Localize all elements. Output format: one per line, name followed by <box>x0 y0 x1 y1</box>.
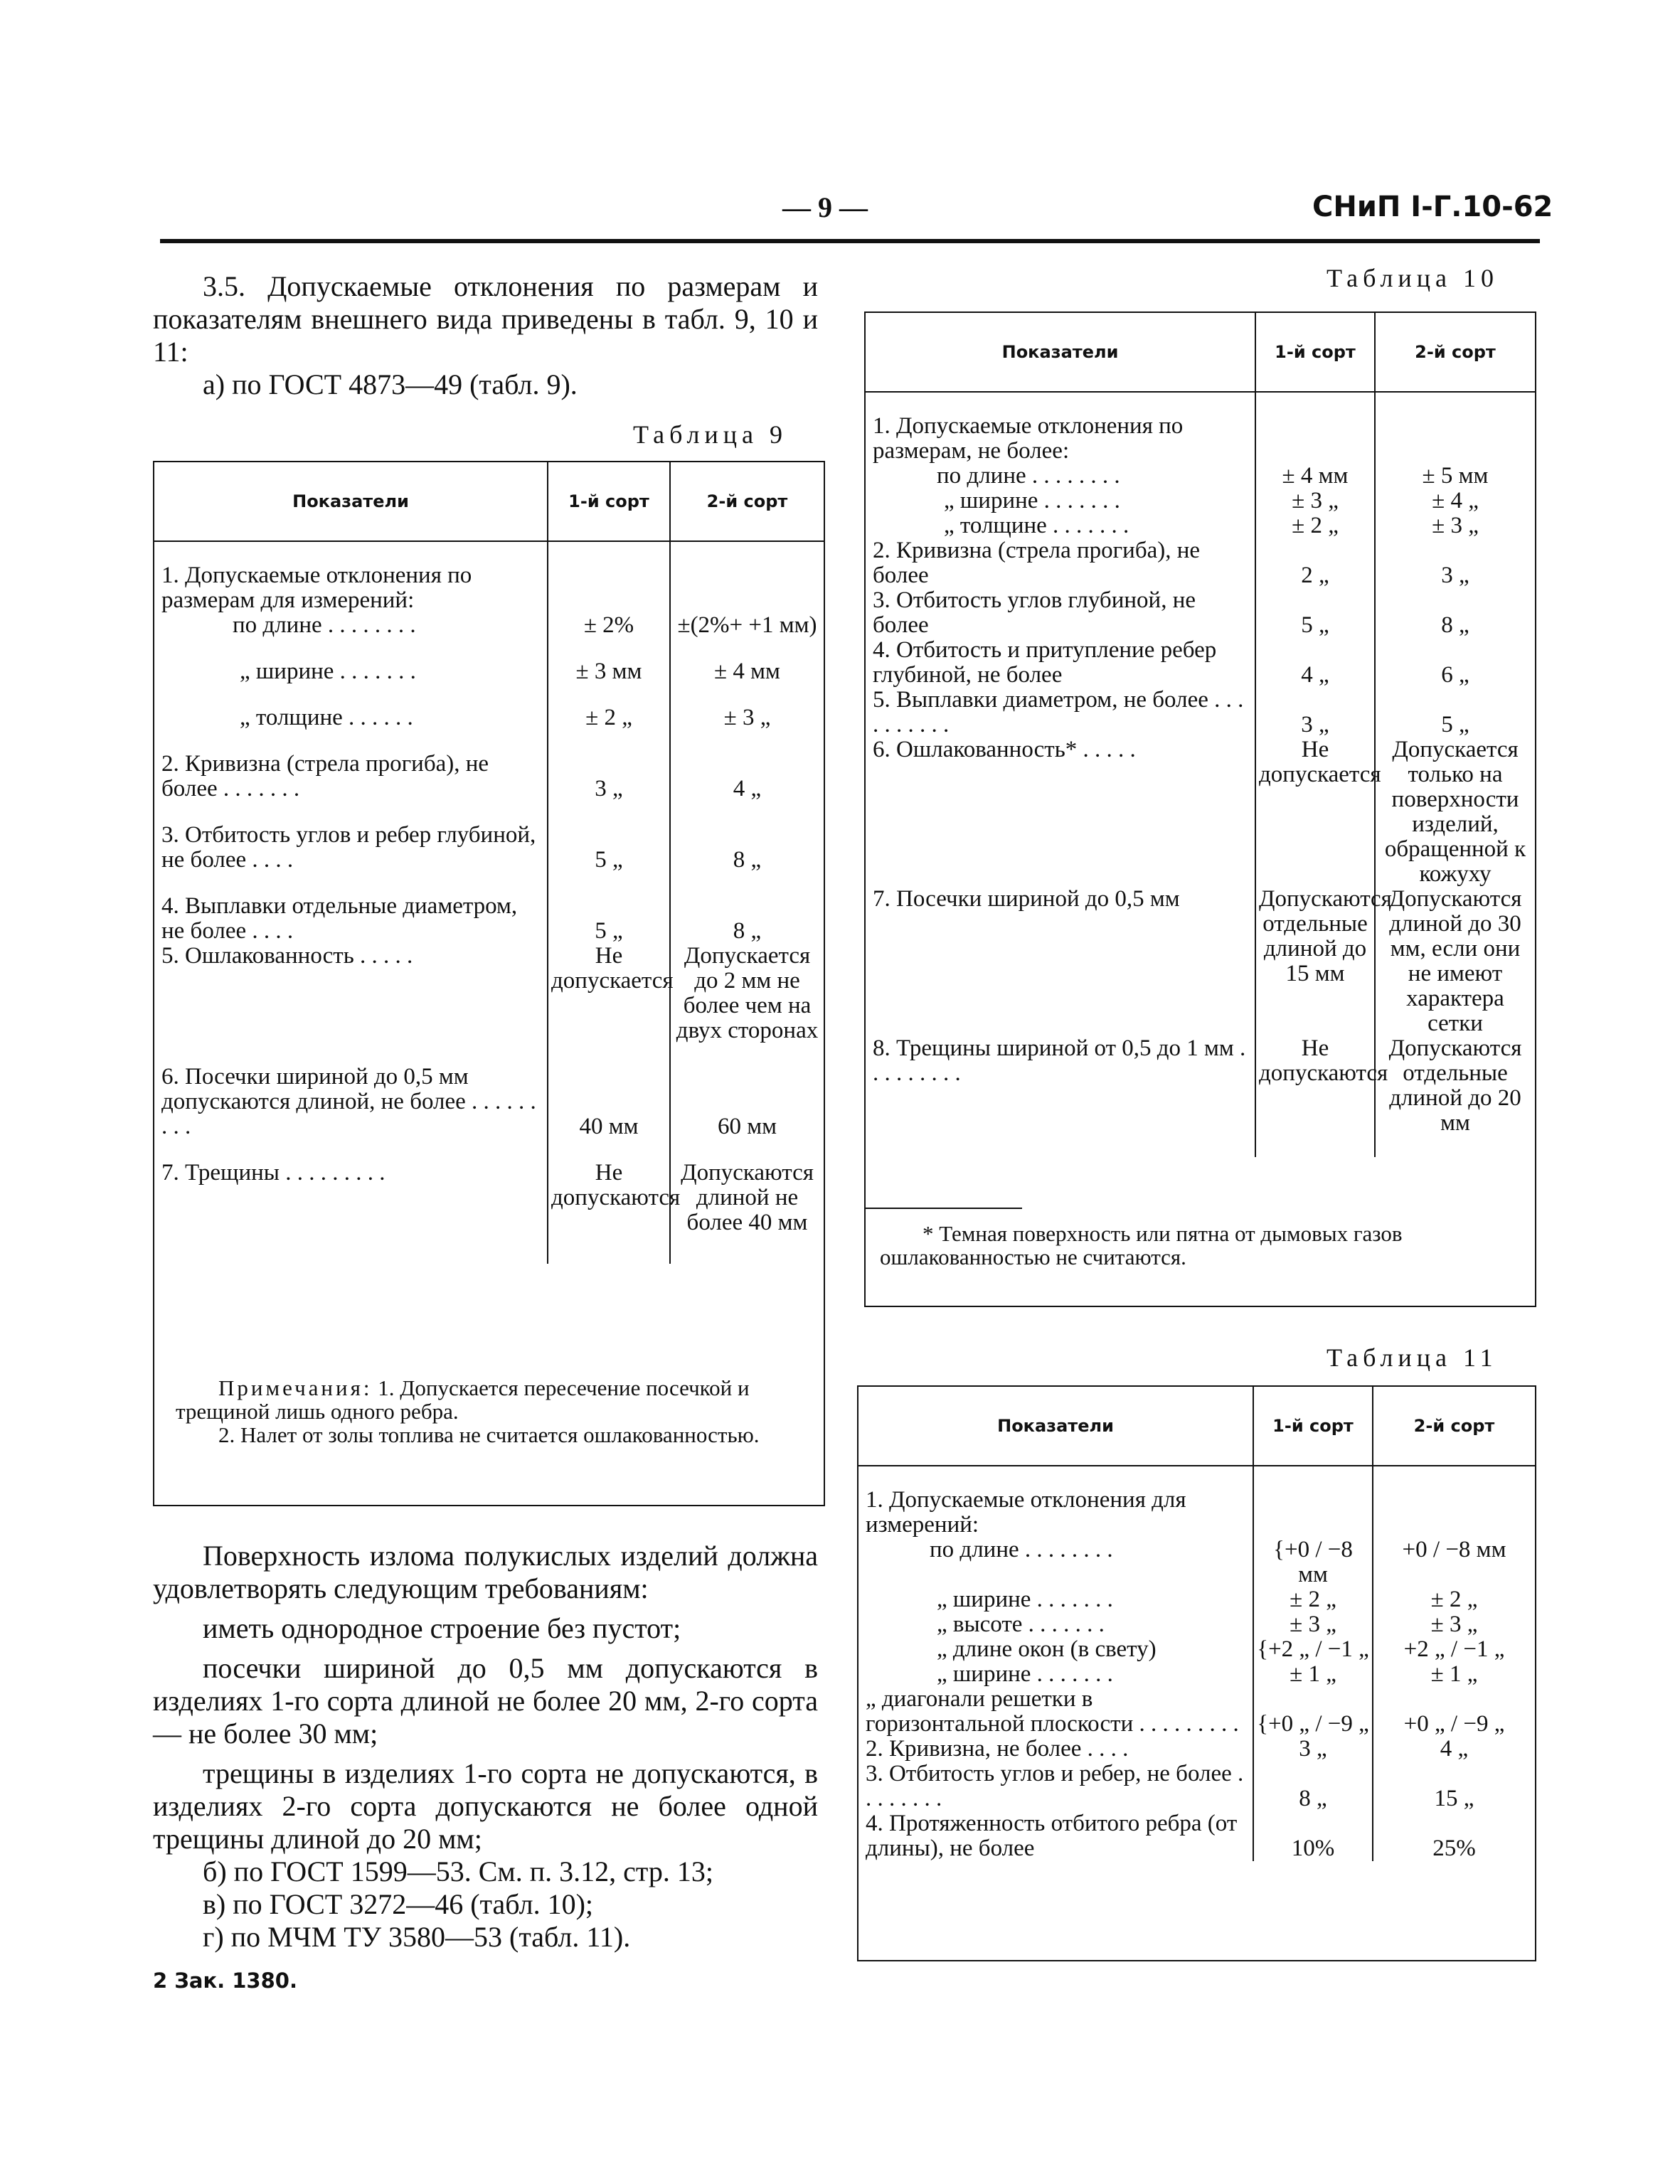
row-label: 2. Кривизна (стрела прогиба), не более <box>873 538 1201 588</box>
table11-label: Таблица 11 <box>1327 1343 1498 1372</box>
text-p3: посечки шириной до 0,5 мм допускаются в изделиях 1-го сорта длиной не более 20 мм, 2-го сорта — не более 30 мм; <box>153 1652 818 1749</box>
grade1-value <box>548 563 670 613</box>
table-row <box>866 638 1535 688</box>
grade1-value: {+0 / −8 мм <box>1253 1538 1373 1587</box>
row-label: 1. Допускаемые отклонения по размерам, не более: <box>873 413 1184 464</box>
table-row <box>866 464 1535 489</box>
grade1-value: ± 3 мм <box>548 659 670 684</box>
table9-header-row <box>154 462 824 541</box>
text-item-v: в) по ГОСТ 3272—46 (табл. 10); <box>203 1888 594 1920</box>
row-label: 4. Выплавки отдельные диаметром, не более . . . . <box>161 893 518 944</box>
row-label: 6. Посечки шириной до 0,5 мм допускаются длиной, не более . . . . . . . . . <box>161 1064 536 1139</box>
grade2-value: ± 3 „ <box>1375 513 1535 538</box>
grade2-value: 15 „ <box>1373 1762 1535 1811</box>
grade1-value: Не допускаются <box>1255 1036 1375 1136</box>
table11-header-grade1: 1-й сорт <box>1253 1387 1373 1466</box>
text-item-b: б) по ГОСТ 1599—53. См. п. 3.12, стр. 13; <box>203 1855 713 1887</box>
table-row <box>858 1662 1535 1687</box>
grade2-value: 8 „ <box>670 894 824 944</box>
grade1-value: 5 „ <box>1255 588 1375 638</box>
grade1-value: 5 „ <box>548 894 670 944</box>
grade1-value: Не допускается <box>1255 737 1375 887</box>
row-label: 3. Отбитость углов глубиной, не более <box>873 587 1196 638</box>
header-rule <box>160 239 1540 243</box>
table-row <box>866 538 1535 588</box>
grade1-value: {+0 „ / −9 „ <box>1253 1687 1373 1737</box>
row-label: „ высоте . . . . . . . <box>937 1612 1105 1637</box>
table-row <box>858 1687 1535 1737</box>
text-p4: трещины в изделиях 1-го сорта не допускаются, в изделиях 2-го сорта допускаются не более одной трещины длиной до 20 мм; <box>153 1757 818 1855</box>
table-row <box>866 414 1535 464</box>
grade1-value: 8 „ <box>1253 1762 1373 1811</box>
table11-header-grade2: 2-й сорт <box>1373 1387 1535 1466</box>
table11-frame <box>857 1385 1536 1961</box>
table11 <box>858 1387 1535 1861</box>
row-label: 3. Отбитость углов и ребер глубиной, не более . . . . <box>161 822 536 873</box>
table9-header-indicators: Показатели <box>154 462 548 541</box>
row-label: 4. Протяженность отбитого ребра (от длины), не более <box>866 1811 1238 1861</box>
row-label: по длине . . . . . . . . <box>233 612 416 638</box>
grade2-value: ± 5 мм <box>1375 464 1535 489</box>
row-label: „ ширине . . . . . . . <box>937 1661 1113 1687</box>
notes-title: Примечания: <box>218 1375 373 1400</box>
table-row <box>858 1612 1535 1637</box>
intro-paragraph: 3.5. Допускаемые отклонения по размерам и показателям внешнего вида приведены в табл. 9, 10 и 11: <box>153 270 818 368</box>
row-label: „ ширине . . . . . . . <box>240 659 416 684</box>
grade1-value <box>1255 414 1375 464</box>
grade2-value: ± 1 „ <box>1373 1662 1535 1687</box>
row-label: 1. Допускаемые отклонения по размерам для измерений: <box>161 563 472 613</box>
grade2-value: 5 „ <box>1375 688 1535 737</box>
table9 <box>154 462 824 1264</box>
grade1-value: Допускаются отдельные длиной до 15 мм <box>1255 887 1375 1036</box>
row-label: „ длине окон (в свету) <box>937 1636 1157 1662</box>
table-row <box>858 1488 1535 1538</box>
page-number: — 9 — <box>782 191 868 223</box>
grade1-value: Не допускается <box>548 944 670 1043</box>
grade2-value: Допускается до 2 мм не более чем на двух сторонах <box>670 944 824 1043</box>
row-label: по длине . . . . . . . . <box>930 1537 1113 1562</box>
table10 <box>866 313 1535 1157</box>
grade1-value: Не допускаются <box>548 1161 670 1235</box>
grade1-value: 3 „ <box>1255 688 1375 737</box>
grade2-value: 60 мм <box>670 1065 824 1139</box>
row-label: 8. Трещины шириной от 0,5 до 1 мм . . . . . . . . . <box>873 1035 1246 1086</box>
print-order: 2 Зак. 1380. <box>153 1969 297 1993</box>
grade2-value: ±(2%+ +1 мм) <box>670 613 824 638</box>
grade2-value: 25% <box>1373 1811 1535 1861</box>
grade2-value: Допускаются длиной до 30 мм, если они не имеют характера сетки <box>1375 887 1535 1036</box>
grade2-value <box>670 563 824 613</box>
grade1-value: ± 3 „ <box>1255 489 1375 513</box>
table-row <box>866 513 1535 538</box>
intro-item-a: а) по ГОСТ 4873—49 (табл. 9). <box>203 368 578 400</box>
table-row <box>858 1538 1535 1587</box>
table-row <box>154 752 824 801</box>
grade1-value: 3 „ <box>548 752 670 801</box>
grade1-value: 2 „ <box>1255 538 1375 588</box>
table10-footnote: * Темная поверхность или пятна от дымовых газов ошлакованностью не считаются. <box>880 1221 1403 1269</box>
grade2-value: Допускается только на поверхности изделий, обращенной к кожуху <box>1375 737 1535 887</box>
text-item-g: г) по МЧМ ТУ 3580—53 (табл. 11). <box>203 1921 631 1953</box>
table-row <box>858 1587 1535 1612</box>
grade2-value: 8 „ <box>670 823 824 873</box>
grade2-value: 3 „ <box>1375 538 1535 588</box>
grade2-value: 6 „ <box>1375 638 1535 688</box>
table-row <box>154 944 824 1043</box>
intro-text <box>153 270 818 401</box>
grade1-value: ± 3 „ <box>1253 1612 1373 1637</box>
table-row <box>858 1637 1535 1662</box>
table9-notes <box>176 1376 809 1447</box>
table10-label: Таблица 10 <box>1327 264 1499 292</box>
table-row <box>858 1762 1535 1811</box>
grade2-value: +2 „ / −1 „ <box>1373 1637 1535 1662</box>
table9-header-grade1: 1-й сорт <box>548 462 670 541</box>
grade1-value: ± 2 „ <box>548 705 670 730</box>
text-p1: Поверхность излома полукислых изделий должна удовлетворять следующим требованиям: <box>153 1540 818 1604</box>
grade2-value: 4 „ <box>1373 1737 1535 1762</box>
table-row <box>866 588 1535 638</box>
row-label: 5. Выплавки диаметром, не более . . . . . . . . . . <box>873 687 1244 737</box>
row-label: 2. Кривизна (стрела прогиба), не более . . . . . . . <box>161 751 489 801</box>
grade1-value: ± 2% <box>548 613 670 638</box>
row-label: по длине . . . . . . . . <box>937 463 1120 489</box>
grade2-value <box>1375 414 1535 464</box>
table10-frame <box>864 311 1536 1307</box>
table10-header-grade2: 2-й сорт <box>1375 313 1535 392</box>
grade1-value: {+2 „ / −1 „ <box>1253 1637 1373 1662</box>
grade1-value: ± 2 „ <box>1253 1587 1373 1612</box>
grade2-value: 8 „ <box>1375 588 1535 638</box>
table-row <box>866 737 1535 887</box>
row-label: 7. Трещины . . . . . . . . . <box>161 1160 386 1186</box>
row-label: 5. Ошлакованность . . . . . <box>161 943 413 969</box>
grade2-value: ± 4 „ <box>1375 489 1535 513</box>
table-row <box>154 1065 824 1139</box>
row-label: 4. Отбитость и притупление ребер глубиной, не более <box>873 637 1217 688</box>
table9-header-grade2: 2-й сорт <box>670 462 824 541</box>
grade2-value: +0 „ / −9 „ <box>1373 1687 1535 1737</box>
table-row <box>866 887 1535 1036</box>
row-label: „ толщине . . . . . . . <box>944 513 1129 538</box>
table9-label: Таблица 9 <box>633 420 787 449</box>
table9-frame <box>153 461 825 1506</box>
grade2-value: ± 3 „ <box>1373 1612 1535 1637</box>
grade1-value <box>1253 1488 1373 1538</box>
grade1-value: 5 „ <box>548 823 670 873</box>
table11-header-indicators: Показатели <box>858 1387 1253 1466</box>
table-row <box>858 1811 1535 1861</box>
row-label: „ диагонали решетки в горизонтальной плоскости . . . . . . . . . <box>866 1686 1239 1737</box>
text-p2: иметь однородное строение без пустот; <box>203 1612 681 1644</box>
table-row <box>858 1737 1535 1762</box>
table-row <box>154 705 824 730</box>
table-row <box>154 894 824 944</box>
row-label: „ ширине . . . . . . . <box>937 1587 1113 1612</box>
row-label: 6. Ошлакованность* . . . . . <box>873 737 1136 762</box>
grade1-value: ± 4 мм <box>1255 464 1375 489</box>
table-row <box>154 659 824 684</box>
note-2: 2. Налет от золы топлива не считается ошлакованностью. <box>218 1422 760 1447</box>
grade2-value: ± 4 мм <box>670 659 824 684</box>
grade2-value: ± 3 „ <box>670 705 824 730</box>
table-row <box>154 823 824 873</box>
grade2-value <box>1373 1488 1535 1538</box>
note-1: 1. Допускается пересечение посечкой и трещиной лишь одного ребра. <box>176 1375 750 1424</box>
row-label: 3. Отбитость углов и ребер, не более . . . . . . . . <box>866 1761 1244 1811</box>
footnote-rule <box>866 1208 1022 1209</box>
table-row <box>866 489 1535 513</box>
grade2-value: ± 2 „ <box>1373 1587 1535 1612</box>
table-row <box>866 1036 1535 1136</box>
row-label: 1. Допускаемые отклонения для измерений: <box>866 1487 1186 1538</box>
grade1-value: 4 „ <box>1255 638 1375 688</box>
table-row <box>866 688 1535 737</box>
table10-header-grade1: 1-й сорт <box>1255 313 1375 392</box>
grade1-value: 10% <box>1253 1811 1373 1861</box>
grade1-value: ± 2 „ <box>1255 513 1375 538</box>
row-label: 2. Кривизна, не более . . . . <box>866 1736 1129 1762</box>
grade2-value: Допускаются отдельные длиной до 20 мм <box>1375 1036 1535 1136</box>
row-label: 7. Посечки шириной до 0,5 мм <box>873 886 1180 912</box>
document-code: СНиП I-Г.10-62 <box>1312 191 1553 223</box>
table-row <box>154 563 824 613</box>
grade1-value: ± 1 „ <box>1253 1662 1373 1687</box>
break-surface-text <box>153 1540 818 1954</box>
table-row <box>154 613 824 638</box>
table-row <box>154 1161 824 1235</box>
grade2-value: Допускаются длиной не более 40 мм <box>670 1161 824 1235</box>
row-label: „ толщине . . . . . . <box>240 705 413 730</box>
grade2-value: 4 „ <box>670 752 824 801</box>
grade2-value: +0 / −8 мм <box>1373 1538 1535 1587</box>
grade1-value: 3 „ <box>1253 1737 1373 1762</box>
grade1-value: 40 мм <box>548 1065 670 1139</box>
table10-header-indicators: Показатели <box>866 313 1255 392</box>
row-label: „ ширине . . . . . . . <box>944 488 1120 513</box>
